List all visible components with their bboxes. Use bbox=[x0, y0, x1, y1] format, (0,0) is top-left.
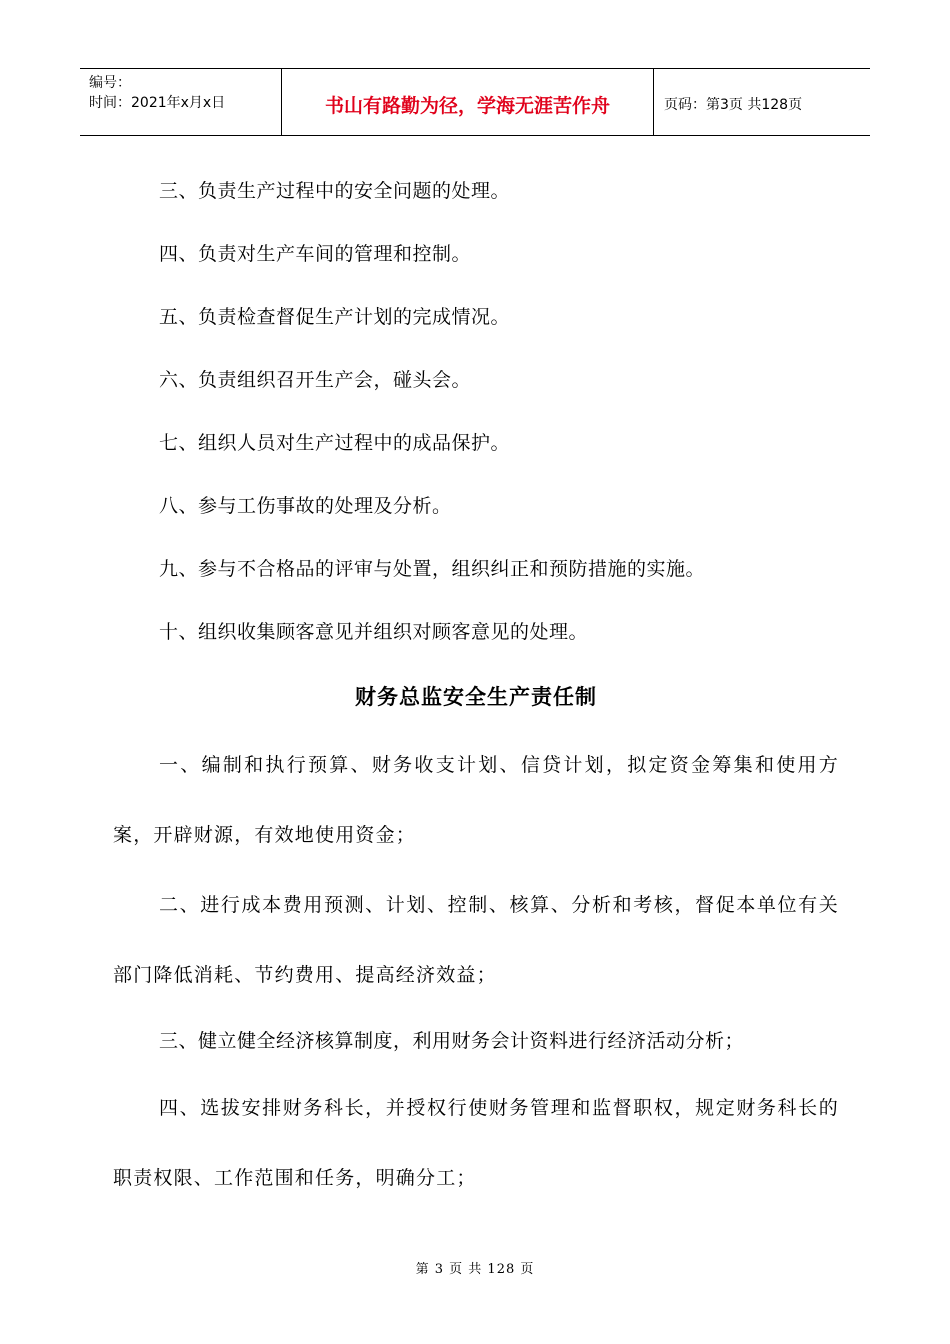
paragraph: 九、参与不合格品的评审与处置，组织纠正和预防措施的实施。 bbox=[159, 558, 706, 580]
page-footer: 第 3 页 共 128 页 bbox=[415, 1262, 535, 1277]
paragraph: 五、负责检查督促生产计划的完成情况。 bbox=[159, 306, 511, 328]
paragraph: 三、负责生产过程中的安全问题的处理。 bbox=[159, 180, 511, 202]
paragraph: 四、选拔安排财务科长，并授权行使财务管理和监督职权，规定财务科长的职责权限、工作范围和任务，明确分工； bbox=[113, 1097, 839, 1189]
document-body bbox=[113, 160, 839, 1213]
paragraph: 六、负责组织召开生产会，碰头会。 bbox=[159, 369, 472, 391]
header-motto: 书山有路勤为径，学海无涯苦作舟 bbox=[282, 69, 654, 135]
paragraph: 十、组织收集顾客意见并组织对顾客意见的处理。 bbox=[159, 621, 589, 643]
header-number-label: 编号： bbox=[89, 75, 131, 91]
section-title: 财务总监安全生产责任制 bbox=[355, 685, 597, 709]
header-meta bbox=[80, 69, 282, 135]
header-time-label: 时间：2021年x月x日 bbox=[89, 95, 226, 111]
paragraph: 三、健立健全经济核算制度，利用财务会计资料进行经济活动分析； bbox=[159, 1030, 745, 1052]
paragraph: 四、负责对生产车间的管理和控制。 bbox=[159, 243, 472, 265]
paragraph: 七、组织人员对生产过程中的成品保护。 bbox=[159, 432, 511, 454]
paragraph: 一、编制和执行预算、财务收支计划、信贷计划，拟定资金筹集和使用方案，开辟财源，有效地使用资金； bbox=[113, 754, 839, 846]
page-header bbox=[80, 68, 870, 136]
header-page-info: 页码：第3页 共128页 bbox=[664, 97, 803, 113]
paragraph: 八、参与工伤事故的处理及分析。 bbox=[159, 495, 452, 517]
paragraph: 二、进行成本费用预测、计划、控制、核算、分析和考核，督促本单位有关部门降低消耗、节约费用、提高经济效益； bbox=[113, 894, 839, 986]
